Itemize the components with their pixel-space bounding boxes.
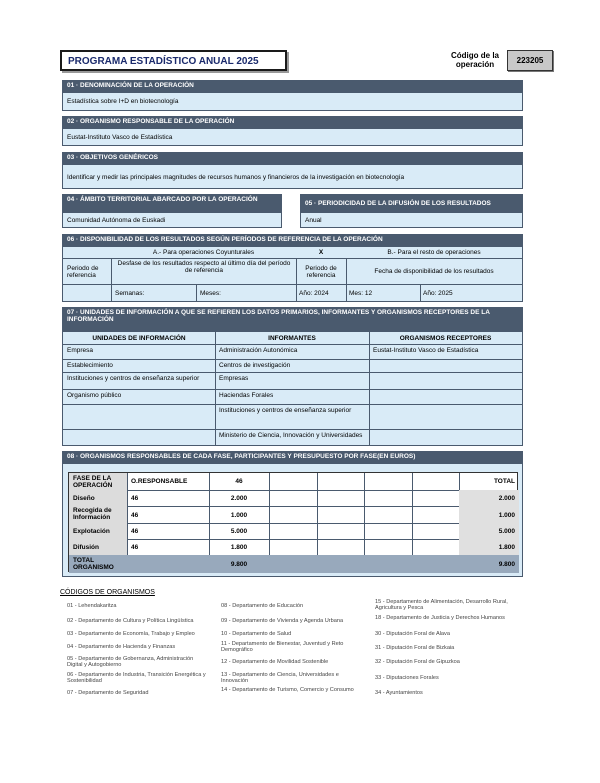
fecha-disponibilidad-label: Fecha de disponibilidad de los resultados: [374, 268, 494, 275]
section-03-title: 03 · OBJETIVOS GENÉRICOS: [62, 152, 523, 164]
org-code-item: 18 - Departamento de Justicia y Derechos Humanos: [375, 615, 505, 621]
semanas: Semanas:: [115, 290, 145, 297]
section-04-title: 04 · ÁMBITO TERRITORIAL ABARCADO POR LA OPERACIÓN: [62, 194, 282, 212]
operation-name: Estadística sobre I+D en biotecnología: [67, 98, 179, 105]
operation-code: 223205: [507, 50, 553, 71]
informante-cell: Haciendas Forales: [219, 392, 274, 399]
periodo-referencia-a: Periodo de referencia: [67, 265, 99, 279]
org-code-item: 10 - Departamento de Salud: [221, 631, 292, 637]
x-mark: X: [318, 249, 324, 256]
coyunturales-label: A.- Para operaciones Coyunturales: [152, 249, 255, 256]
org-code-item: 01 - Lehendakaritza: [67, 603, 117, 609]
value-cell: 2.000: [230, 495, 248, 502]
org-cell: 46: [131, 528, 139, 535]
fase-cell: Diseño: [73, 495, 95, 502]
col-receptores: ORGANISMOS RECEPTORES: [399, 335, 492, 342]
section-07-title: 07 · UNIDADES DE INFORMACIÓN A QUE SE REFIEREN LOS DATOS PRIMARIOS, INFORMANTES Y ORGANISMOS RECEPTORES DE LA INFORMACIÓN: [62, 307, 523, 331]
informante-cell: Centros de investigación: [219, 362, 291, 369]
unidad-cell: Organismo público: [67, 392, 122, 399]
section-06-title: 06 · DISPONIBILIDAD DE LOS RESULTADOS SEGÚN PERÍODOS DE REFERENCIA DE LA OPERACIÓN: [62, 234, 523, 246]
org-code-item: 04 - Departamento de Hacienda y Finanzas: [67, 644, 176, 650]
org-code-item: 13 - Departamento de Ciencia, Universidades e Innovación: [221, 672, 339, 685]
section-01-title: 01 · DENOMINACIÓN DE LA OPERACIÓN: [62, 80, 523, 92]
objectives-text: Identificar y medir las principales magnitudes de recursos humanos y financieros de la investigación en biotecnología: [67, 174, 405, 181]
total-cell: 5.000: [498, 528, 515, 535]
unidad-cell: Instituciones y centros de enseñanza superior: [67, 375, 200, 382]
org-code-item: 12 - Departamento de Movilidad Sostenible: [221, 659, 329, 665]
org-code-item: 32 - Diputación Foral de Gipuzkoa: [375, 659, 460, 665]
responsable-code: 46: [235, 478, 243, 485]
informante-cell: Empresas: [219, 375, 249, 382]
org-code-item: 30 - Diputación Foral de Alava: [375, 631, 450, 637]
responsable-header: O.RESPONSABLE: [131, 478, 188, 485]
section-08-title: 08 · ORGANISMOS RESPONSABLES DE CADA FASE, PARTICIPANTES Y PRESUPUESTO POR FASE(EN EUROS): [62, 451, 523, 463]
informante-cell: Instituciones y centros de enseñanza superior: [219, 407, 352, 414]
org-code-item: 05 - Departamento de Gobernanza, Administración Digital y Autogobierno: [67, 656, 194, 669]
territorial-scope: Comunidad Autónoma de Euskadi: [67, 217, 166, 224]
mes-referencia: Mes: 12: [349, 290, 373, 297]
org-code-item: 06 - Departamento de Industria, Transición Energética y Sostenibilidad: [67, 672, 206, 685]
col-unidades: UNIDADES DE INFORMACIÓN: [92, 335, 186, 342]
org-code-item: 07 - Departamento de Seguridad: [67, 690, 149, 696]
fase-cell: Recogida de Información: [73, 507, 112, 521]
org-cell: 46: [131, 544, 139, 551]
codes-title: CÓDIGOS DE ORGANISMOS: [60, 589, 155, 596]
org-code-item: 02 - Departamento de Cultura y Política Lingüística: [67, 618, 194, 624]
page-title: PROGRAMA ESTADÍSTICO ANUAL 2025: [68, 56, 259, 67]
value-cell: 5.000: [230, 528, 248, 535]
desfase-label: Desfase de los resultados respecto al último día del período de referencia: [117, 260, 291, 274]
unidad-cell: Empresa: [67, 347, 94, 354]
total-org-total: 9.800: [498, 561, 515, 568]
responsible-org: Eustat-Instituto Vasco de Estadística: [67, 134, 173, 141]
org-code-item: 15 - Departamento de Alimentación, Desarrollo Rural, Agricultura y Pesca: [375, 599, 508, 612]
org-code-item: 09 - Departamento de Vivienda y Agenda Urbana: [221, 618, 344, 624]
informante-cell: Administración Autonómica: [219, 347, 298, 354]
total-cell: 1.000: [498, 512, 515, 519]
section-02-title: 02 · ORGANISMO RESPONSABLE DE LA OPERACIÓN: [62, 116, 523, 128]
total-org-value: 9.800: [230, 561, 248, 568]
org-code-item: 34 - Ayuntamientos: [375, 690, 423, 696]
anio-disponibilidad: Año: 2025: [423, 290, 453, 297]
meses: Meses:: [200, 290, 221, 297]
periodicity: Anual: [305, 217, 322, 224]
fase-header: FASE DE LA OPERACIÓN: [73, 475, 113, 489]
total-org-label: TOTAL ORGANISMO: [73, 557, 114, 571]
org-code-item: 11 - Departamento de Bienestar, Juventud y Reto Demográfico: [221, 641, 344, 654]
total-cell: 2.000: [498, 495, 515, 502]
anio-referencia: Año: 2024: [299, 290, 329, 297]
col-informantes: INFORMANTES: [268, 335, 316, 342]
org-code-item: 14 - Departamento de Turismo, Comercio y Consumo: [221, 687, 354, 693]
fase-cell: Explotación: [73, 528, 110, 535]
periodo-referencia-b: Periodo de referencia: [305, 265, 337, 279]
org-code-item: 08 - Departamento de Educación: [221, 603, 304, 609]
receptor-cell: Eustat-Instituto Vasco de Estadística: [373, 347, 479, 354]
informante-cell: Ministerio de Ciencia, Innovación y Universidades: [219, 432, 363, 439]
value-cell: 1.800: [230, 544, 248, 551]
org-cell: 46: [131, 512, 139, 519]
total-header: TOTAL: [493, 478, 515, 485]
section-05-title: 05 · PERIODICIDAD DE LA DIFUSIÓN DE LOS RESULTADOS: [300, 194, 523, 212]
org-code-item: 33 - Diputaciones Forales: [375, 675, 439, 681]
org-cell: 46: [131, 495, 139, 502]
unidad-cell: Establecimiento: [67, 362, 113, 369]
value-cell: 1.000: [230, 512, 248, 519]
org-code-item: 31 - Diputación Foral de Bizkaia: [375, 645, 455, 651]
code-label: Código de la operación: [451, 51, 499, 69]
org-code-item: 03 - Departamento de Economía, Trabajo y Empleo: [67, 631, 195, 637]
total-cell: 1.800: [498, 544, 515, 551]
resto-label: B.- Para el resto de operaciones: [387, 249, 481, 256]
fase-cell: Difusión: [73, 544, 99, 551]
